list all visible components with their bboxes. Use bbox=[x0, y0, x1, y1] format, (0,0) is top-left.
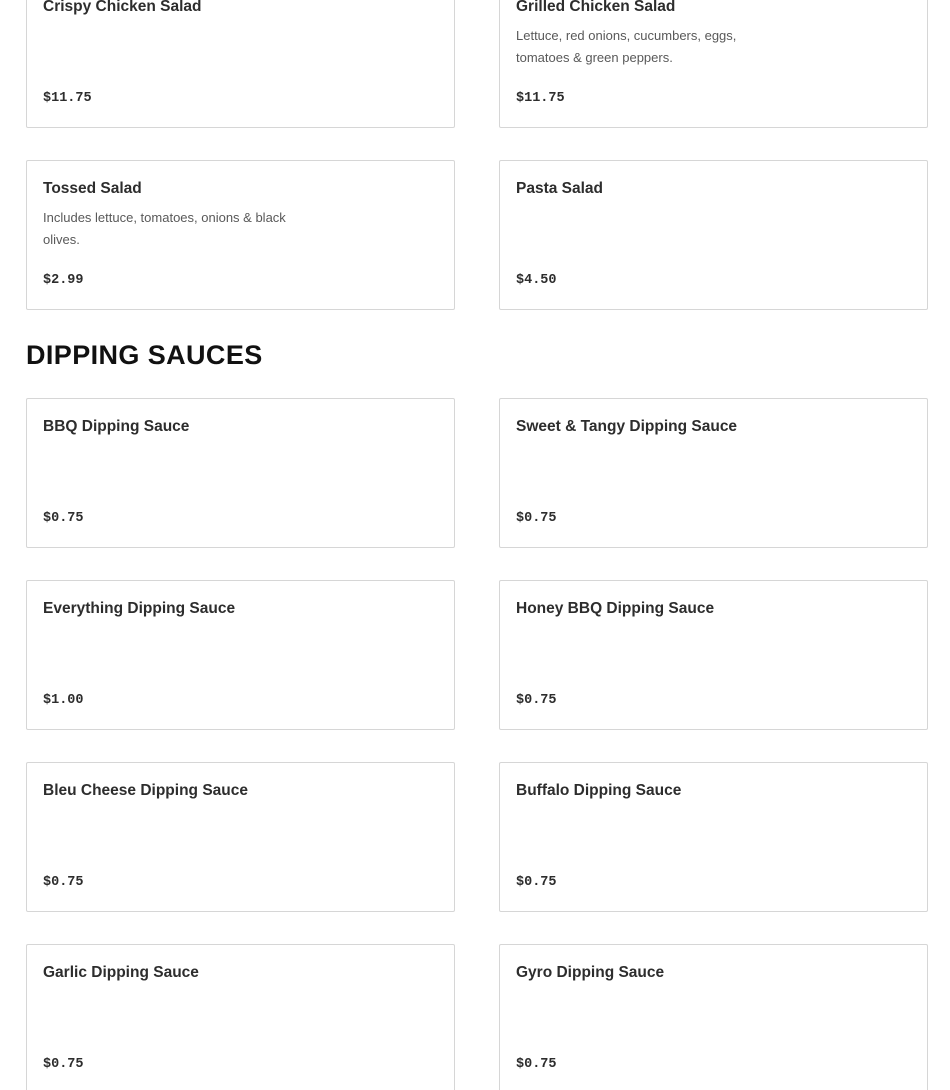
menu-item-card[interactable] bbox=[499, 160, 928, 310]
menu-item-name: Pasta Salad bbox=[516, 180, 604, 197]
menu-item-name: Sweet & Tangy Dipping Sauce bbox=[516, 418, 738, 435]
menu-item-price: $0.75 bbox=[516, 1057, 557, 1072]
menu-item-price: $2.99 bbox=[43, 273, 84, 288]
menu-item-card[interactable] bbox=[499, 0, 928, 128]
section-title-dipping-sauces: DIPPING SAUCES bbox=[26, 340, 263, 370]
menu-item-card[interactable] bbox=[499, 762, 928, 912]
menu-item-description: Lettuce, red onions, cucumbers, eggs, tomatoes & green peppers. bbox=[516, 28, 737, 65]
menu-item-name: Tossed Salad bbox=[43, 180, 142, 197]
menu-item-price: $1.00 bbox=[43, 693, 84, 708]
menu-item-name: BBQ Dipping Sauce bbox=[43, 418, 190, 435]
menu-item-name: Honey BBQ Dipping Sauce bbox=[516, 600, 715, 617]
menu-item-price: $4.50 bbox=[516, 273, 557, 288]
menu-item-card[interactable] bbox=[499, 580, 928, 730]
menu-item-card[interactable] bbox=[26, 944, 455, 1090]
menu-item-name: Everything Dipping Sauce bbox=[43, 600, 236, 617]
menu-item-price: $0.75 bbox=[516, 875, 557, 890]
menu-item-card[interactable] bbox=[26, 580, 455, 730]
menu-item-price: $0.75 bbox=[43, 511, 84, 526]
menu-item-card[interactable] bbox=[26, 398, 455, 548]
menu-item-name: Crispy Chicken Salad bbox=[43, 0, 202, 15]
menu-item-price: $11.75 bbox=[43, 91, 92, 106]
menu-item-price: $0.75 bbox=[516, 511, 557, 526]
menu-item-price: $0.75 bbox=[43, 1057, 84, 1072]
menu-item-card[interactable] bbox=[499, 398, 928, 548]
menu-item-card[interactable] bbox=[26, 160, 455, 310]
menu-item-price: $0.75 bbox=[516, 693, 557, 708]
menu-item-name: Buffalo Dipping Sauce bbox=[516, 782, 682, 799]
menu-item-card[interactable] bbox=[26, 762, 455, 912]
menu-item-name: Bleu Cheese Dipping Sauce bbox=[43, 782, 248, 799]
menu-item-card[interactable] bbox=[26, 0, 455, 128]
menu-item-card[interactable] bbox=[499, 944, 928, 1090]
menu-item-price: $11.75 bbox=[516, 91, 565, 106]
menu-item-name: Grilled Chicken Salad bbox=[516, 0, 676, 15]
menu-item-name: Gyro Dipping Sauce bbox=[516, 964, 665, 981]
menu-item-name: Garlic Dipping Sauce bbox=[43, 964, 199, 981]
menu-item-description: Includes lettuce, tomatoes, onions & black olives. bbox=[43, 210, 286, 247]
menu-item-price: $0.75 bbox=[43, 875, 84, 890]
